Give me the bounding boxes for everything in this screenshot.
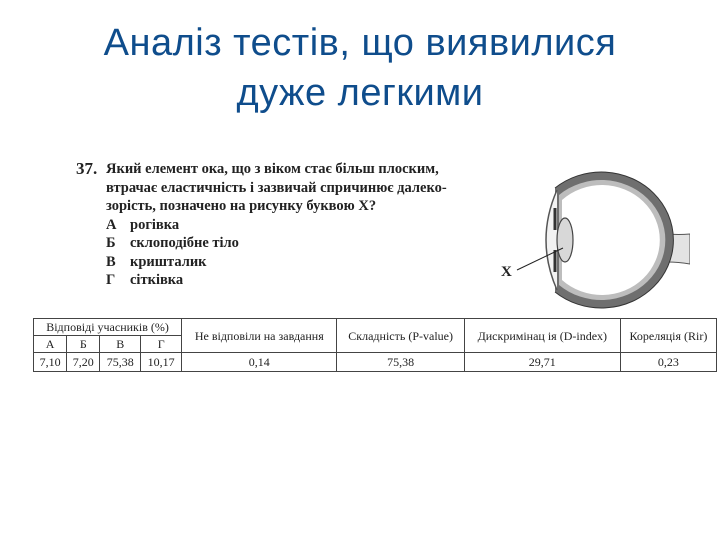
discrimination-value: 29,71 — [464, 353, 620, 372]
question-number: 37. — [76, 159, 98, 178]
slide-title-line1: Аналіз тестів, що виявилися — [103, 22, 617, 64]
question-text-line: зорість, позначено на рисунку буквою Х? — [106, 198, 377, 214]
discrimination-header: Дискримінац ія (D-index) — [464, 319, 620, 353]
answer-option — [106, 234, 501, 253]
test-statistics-table — [33, 318, 717, 372]
table-row — [34, 353, 717, 372]
slide-title — [0, 18, 720, 118]
correlation-header: Кореляція (Rir) — [620, 319, 716, 353]
question-text-line: Який елемент ока, що з віком стає більш плоским, — [106, 161, 439, 177]
eye-diagram — [495, 160, 690, 320]
option-text: рогівка — [130, 216, 180, 233]
question-text — [106, 160, 447, 216]
answer-header-v: В — [100, 336, 141, 353]
answer-option — [106, 253, 501, 272]
no-answer-header: Не відповіли на завдання — [182, 319, 337, 353]
answer-option — [106, 216, 501, 235]
option-text: сітківка — [130, 272, 184, 288]
option-text: склоподібне тіло — [130, 235, 239, 251]
option-letter: А — [106, 216, 117, 233]
option-letter: Б — [106, 235, 116, 251]
figure-label: X — [501, 264, 512, 280]
correlation-value: 0,23 — [620, 353, 716, 372]
answer-value-g: 10,17 — [141, 353, 182, 372]
cornea — [546, 190, 557, 290]
question-block — [76, 160, 501, 290]
difficulty-header: Складність (P-value) — [337, 319, 464, 353]
answer-value-b: 7,20 — [67, 353, 100, 372]
lens — [557, 218, 573, 262]
option-text: кришталик — [130, 253, 207, 270]
answer-value-a: 7,10 — [34, 353, 67, 372]
no-answer-value: 0,14 — [182, 353, 337, 372]
question-text-line: втрачає еластичність і зазвичай спричинює далеко- — [106, 179, 447, 196]
answer-header-b: Б — [67, 336, 100, 353]
slide-title-line2: дуже легкими — [236, 72, 484, 114]
difficulty-value: 75,38 — [337, 353, 464, 372]
answer-value-v: 75,38 — [100, 353, 141, 372]
answer-options — [106, 216, 501, 290]
answers-group-header: Відповіді учасників (%) — [34, 319, 182, 336]
answer-header-g: Г — [141, 336, 182, 353]
table-header-row — [34, 319, 717, 336]
answer-option — [106, 271, 501, 290]
option-letter: В — [106, 253, 116, 270]
answer-header-a: А — [34, 336, 67, 353]
option-letter: Г — [106, 272, 116, 288]
